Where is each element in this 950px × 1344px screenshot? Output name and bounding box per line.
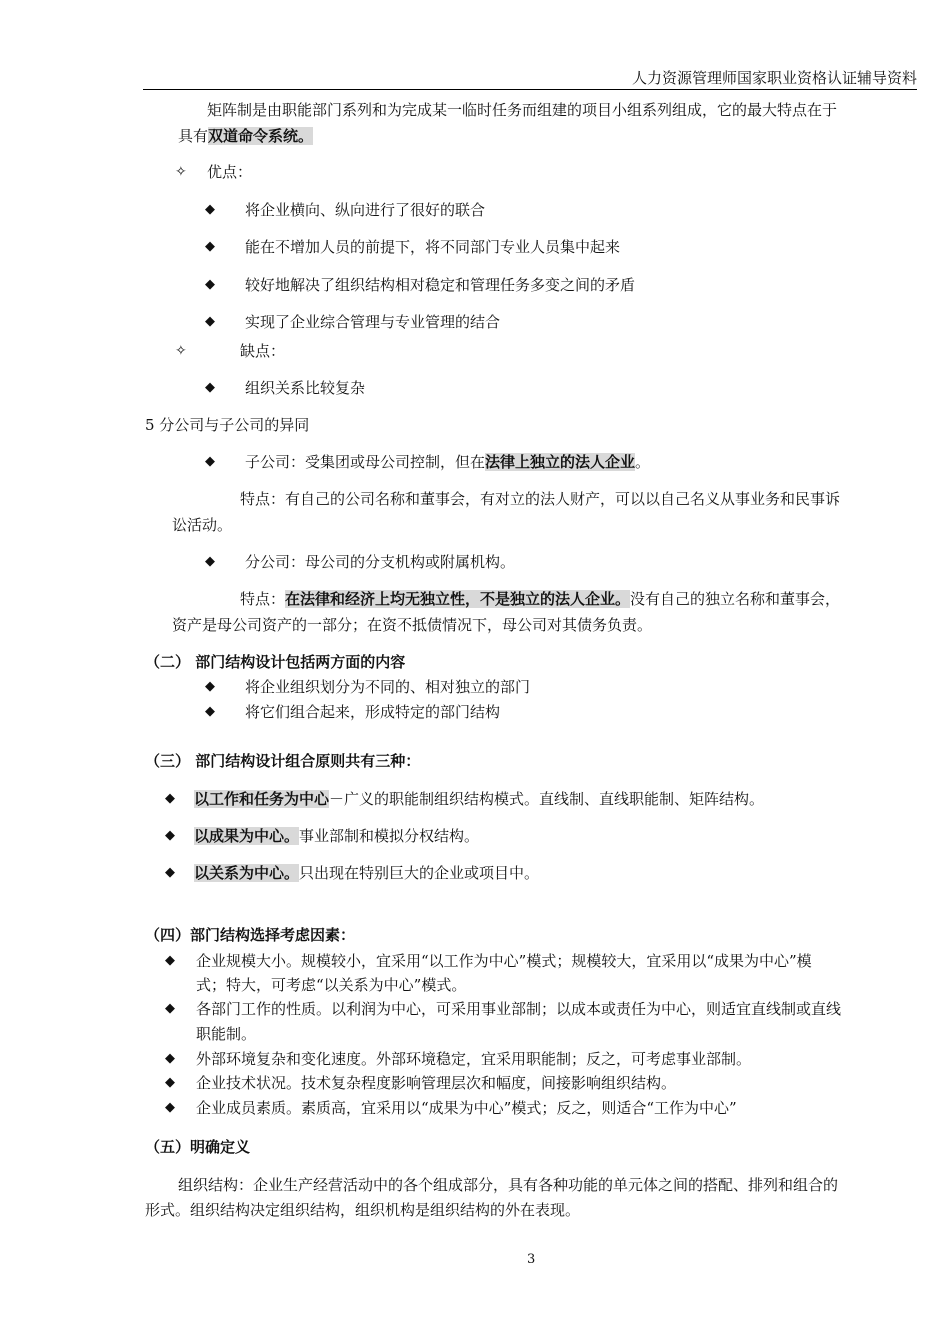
list-item bbox=[194, 826, 479, 846]
factor-line: 外部环境复杂和变化速度。外部环境稳定，宜采用职能制；反之，可考虑事业部制。 bbox=[196, 1050, 752, 1068]
header-rule bbox=[143, 89, 917, 90]
subsidiary-suffix: 。 bbox=[635, 453, 651, 471]
matrix-line-1: 矩阵制是由职能部门系列和为完成某一临时任务而组建的项目小组系列组成，它的最大特点在于 bbox=[207, 101, 838, 119]
diamond-bullet-icon: ◆ bbox=[205, 202, 215, 217]
pros-label: 优点： bbox=[207, 163, 253, 181]
list-item: 将它们组合起来，形成特定的部门结构 bbox=[245, 703, 501, 721]
section-title: 5 分公司与子公司的异同 bbox=[145, 416, 310, 434]
principle-key-term: 以成果为中心。 bbox=[194, 827, 300, 845]
section-title: （四）部门结构选择考虑因素： bbox=[145, 926, 356, 944]
diamond-bullet-icon: ◆ bbox=[205, 380, 215, 395]
principle-text: 只出现在特别巨大的企业或项目中。 bbox=[299, 864, 540, 882]
list-item: 将企业横向、纵向进行了很好的联合 bbox=[245, 201, 486, 219]
diamond-bullet-icon: ◆ bbox=[205, 554, 215, 569]
subsidiary-prefix: 子公司：受集团或母公司控制，但在 bbox=[245, 453, 486, 471]
diamond-bullet-icon: ◆ bbox=[205, 239, 215, 254]
diamond-bullet-icon: ◆ bbox=[165, 1001, 175, 1016]
list-item: 将企业组织划分为不同的、相对独立的部门 bbox=[245, 678, 531, 696]
star-bullet-icon: ✧ bbox=[175, 164, 187, 180]
branch-key-term: 在法律和经济上均无独立性，不是独立的法人企业。 bbox=[285, 590, 631, 608]
section-title: （二） 部门结构设计包括两方面的内容 bbox=[145, 653, 406, 671]
list-item: 较好地解决了组织结构相对稳定和管理任务多变之间的矛盾 bbox=[245, 276, 636, 294]
page-number: 3 bbox=[527, 1252, 536, 1267]
cons-label: 缺点： bbox=[240, 342, 286, 360]
branch-feature-line-1 bbox=[240, 589, 840, 609]
definition-line-1: 组织结构：企业生产经营活动中的各个组成部分，具有各种功能的单元体之间的搭配、排列和组合的 bbox=[178, 1176, 839, 1194]
diamond-bullet-icon: ◆ bbox=[205, 277, 215, 292]
section-title: （五）明确定义 bbox=[145, 1138, 251, 1156]
factor-line: 企业成员素质。素质高，宜采用以“成果为中心”模式；反之，则适合“工作为中心” bbox=[196, 1099, 737, 1117]
subsidiary-key-term: 法律上独立的法人企业 bbox=[485, 453, 636, 471]
list-item: 组织关系比较复杂 bbox=[245, 379, 366, 397]
principle-key-term: 以工作和任务为中心 bbox=[194, 790, 330, 808]
section-title: （三） 部门结构设计组合原则共有三种： bbox=[145, 752, 421, 770]
factor-line: 式；特大，可考虑“以关系为中心”模式。 bbox=[196, 976, 467, 994]
factor-line: 企业规模大小。规模较小，宜采用“以工作为中心”模式；规模较大，宜采用以“成果为中心”模 bbox=[196, 952, 812, 970]
diamond-bullet-icon: ◆ bbox=[205, 314, 215, 329]
principle-text: 事业部制和模拟分权结构。 bbox=[299, 827, 480, 845]
list-item: 实现了企业综合管理与专业管理的结合 bbox=[245, 313, 501, 331]
branch-definition: 分公司：母公司的分支机构或附属机构。 bbox=[245, 553, 516, 571]
diamond-bullet-icon: ◆ bbox=[205, 679, 215, 694]
diamond-bullet-icon: ◆ bbox=[165, 828, 175, 843]
definition-line-2: 形式。组织结构决定组织结构，组织机构是组织结构的外在表现。 bbox=[145, 1201, 581, 1219]
subsidiary-definition bbox=[245, 452, 650, 472]
diamond-bullet-icon: ◆ bbox=[165, 953, 175, 968]
branch-feature-line-2: 资产是母公司资产的一部分；在资不抵债情况下，母公司对其债务负责。 bbox=[172, 616, 653, 634]
subsidiary-feature-line-2: 讼活动。 bbox=[172, 516, 233, 534]
matrix-line-2-prefix: 具有 bbox=[178, 127, 209, 145]
list-item bbox=[194, 789, 764, 809]
diamond-bullet-icon: ◆ bbox=[165, 1075, 175, 1090]
matrix-line-2 bbox=[178, 126, 313, 146]
diamond-bullet-icon: ◆ bbox=[165, 1100, 175, 1115]
diamond-bullet-icon: ◆ bbox=[205, 454, 215, 469]
diamond-bullet-icon: ◆ bbox=[165, 865, 175, 880]
matrix-key-term: 双道命令系统。 bbox=[208, 127, 314, 145]
list-item: 能在不增加人员的前提下，将不同部门专业人员集中起来 bbox=[245, 238, 621, 256]
star-bullet-icon: ✧ bbox=[175, 343, 187, 359]
diamond-bullet-icon: ◆ bbox=[165, 1051, 175, 1066]
list-item bbox=[194, 863, 539, 883]
factor-line: 职能制。 bbox=[196, 1025, 257, 1043]
diamond-bullet-icon: ◆ bbox=[165, 791, 175, 806]
principle-text: －广义的职能制组织结构模式。直线制、直线职能制、矩阵结构。 bbox=[329, 790, 765, 808]
running-header: 人力资源管理师国家职业资格认证辅导资料 bbox=[631, 69, 917, 87]
subsidiary-feature-line-1: 特点：有自己的公司名称和董事会，有对立的法人财产，可以以自己名义从事业务和民事诉 bbox=[240, 490, 841, 508]
diamond-bullet-icon: ◆ bbox=[205, 704, 215, 719]
branch-feature-prefix: 特点： bbox=[240, 590, 286, 608]
factor-line: 各部门工作的性质。以利润为中心，可采用事业部制；以成本或责任为中心，则适宜直线制或直线 bbox=[196, 1000, 842, 1018]
branch-feature-suffix: 没有自己的独立名称和董事会， bbox=[630, 590, 841, 608]
factor-line: 企业技术状况。技术复杂程度影响管理层次和幅度，间接影响组织结构。 bbox=[196, 1074, 677, 1092]
principle-key-term: 以关系为中心。 bbox=[194, 864, 300, 882]
